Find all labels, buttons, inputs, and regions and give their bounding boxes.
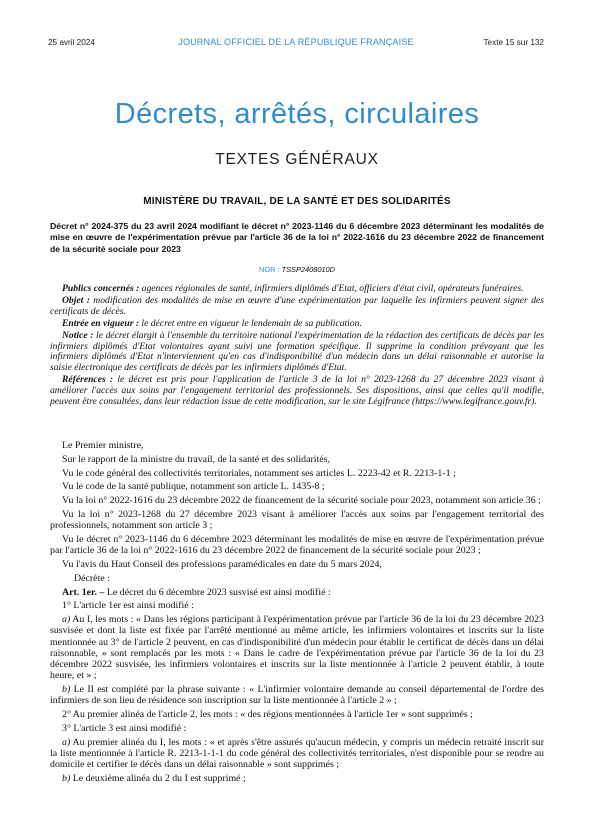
decree-title: Décret n° 2024-375 du 23 avril 2024 modifiant le décret n° 2023-1146 du 6 décembre 2023 déterminant les modalités de mise en œuvre de l'expérimentation prévue par l'article 36 de la loi n° 2022-1616 du 23 décembre 2022 de financement de la sécurité sociale pour 2023: [50, 221, 544, 254]
decree-body: [50, 440, 544, 787]
abstract-label: Références :: [62, 374, 114, 386]
abstract-text: le décret est pris pour l'application de l'article 3 de la loi n° 2023-1268 du 27 décembre 2023 visant à améliorer l'accès aux soins par l'engagement territorial des professionnels. Ses dispositions, ainsi que celles qu'il modifie, peuvent être consultées, dans leur rédaction issue de cette modification, sur le site Légifrance (https://www.legifrance.gouv.fr).: [50, 374, 544, 408]
body-paragraph: Vu la loi n° 2023-1268 du 27 décembre 2023 visant à améliorer l'accès aux soins par l'engagement territorial des professionnels, notamment son article 3 ;: [50, 508, 544, 532]
body-paragraph: [50, 737, 544, 771]
body-paragraph: Vu le code général des collectivités territoriales, notamment ses articles L. 2223-42 et R. 2213-1-1 ;: [62, 467, 456, 479]
body-paragraph: [50, 773, 544, 784]
body-paragraph: [50, 684, 544, 706]
body-paragraph: [50, 614, 544, 681]
body-paragraph: Vu la loi n° 2022-1616 du 23 décembre 2022 de financement de la sécurité sociale pour 2023, notamment son article 36 ;: [62, 495, 541, 507]
article-1: [50, 587, 544, 598]
abstract-label: Entrée en vigueur :: [62, 317, 140, 329]
article-label: Art. 1er. –: [62, 586, 105, 598]
body-paragraph: Vu le code de la santé publique, notamment son article L. 1435-8 ;: [62, 481, 325, 493]
nor-value: TSSP2408010D: [281, 265, 335, 274]
abstract-text: le décret élargit à l'ensemble du territoire national l'expérimentation de la rédaction des certificats de décès par les infirmiers diplômés d'Etat volontaires ayant suivi une formation spécifique. Il supprime la condition prévoyant que les infirmiers diplômés d'Etat n'interviennent qu'en cas d'indisponibilité d'un médecin dans un délai raisonnable et autorise la saisie électronique des certificats de décès par les infirmiers diplômés d'Etat.: [50, 329, 544, 374]
body-paragraph: Vu l'avis du Haut Conseil des professions paramédicales en date du 5 mars 2024,: [62, 558, 382, 570]
abstract-label: Notice :: [62, 329, 94, 341]
abstract-label: Publics concernés :: [62, 283, 140, 294]
item-text: Au premier alinéa du I, les mots : « et après s'être assurés qu'aucun médecin, y compris un médecin retraité inscrit sur la liste mentionnée à l'article R. 2213-1-1-1 du code général des collectivités territoriales, n'est disponible pour se rendre au domicile et certifier le décès dans un délai raisonnable » sont supprimés ;: [50, 736, 544, 770]
journal-title: JOURNAL OFFICIEL DE LA RÉPUBLIQUE FRANÇAISE: [178, 37, 414, 47]
publication-date: 25 avril 2024: [48, 38, 95, 47]
item-text: Le deuxième alinéa du 2 du I est supprimé ;: [70, 772, 246, 784]
body-paragraph: Le Premier ministre,: [62, 440, 144, 451]
item-marker: b): [62, 772, 71, 784]
decree-abstract: [50, 284, 544, 409]
abstract-text: modification des modalités de mise en œuvre d'une expérimentation par laquelle les infirmiers peuvent signer des certificats de décès.: [50, 294, 544, 317]
abstract-text: le décret entre en vigueur le lendemain de sa publication.: [139, 317, 362, 329]
decrete-heading: Décrète :: [74, 572, 110, 584]
abstract-references: [50, 375, 544, 408]
section-title: TEXTES GÉNÉRAUX: [215, 151, 379, 168]
item-text: Le II est complété par la phrase suivante : « L'infirmier volontaire demande au conseil départemental de l'ordre des infirmiers de son lieu de résidence son inscription sur la liste mentionnée à l'article 2 » ;: [50, 683, 544, 707]
item-marker: a): [62, 736, 71, 748]
body-paragraph: 1° L'article 1er est ainsi modifié :: [62, 600, 194, 612]
item-marker: b): [62, 683, 71, 695]
abstract-publics: [50, 284, 544, 295]
page-number: Texte 15 sur 132: [483, 38, 544, 47]
body-paragraph: 3° L'article 3 est ainsi modifié :: [62, 722, 187, 734]
abstract-entree: [50, 319, 544, 330]
body-paragraph: Sur le rapport de la ministre du travail, de la santé et des solidarités,: [62, 453, 330, 465]
item-text: Au I, les mots : « Dans les régions participant à l'expérimentation prévue par l'article 36 de la loi du 23 décembre 2023 susvisée et dont la liste est fixée par l'arrêté mentionné au même article, les infirmiers volontaires et inscrits sur la liste mentionnée au 3° de l'article 2 peuvent, en cas d'indisponibilité d'un médecin pour établir le certificat de décès dans un délai raisonnable, » sont remplacés par les mots : « Dans le cadre de l'expérimentation prévue par l'article 36 de la loi du 23 décembre 2022 susvisée, les infirmiers volontaires et inscrits sur la liste mentionnée à l'article 2 peuvent établir, à toute heure, et » ;: [50, 614, 544, 682]
article-text: Le décret du 6 décembre 2023 susvisé est ainsi modifié :: [104, 586, 331, 598]
abstract-label: Objet :: [62, 294, 90, 306]
nor-reference: [0, 265, 594, 274]
abstract-objet: [50, 296, 544, 318]
page-header: [48, 38, 544, 52]
body-paragraph: 2° Au premier alinéa de l'article 2, les mots : « des régions mentionnées à l'article 1er » sont supprimés ;: [62, 708, 473, 720]
body-paragraph: Vu le décret n° 2023-1146 du 6 décembre 2023 déterminant les modalités de mise en œuvre de l'expérimentation prévue par l'article 36 de la loi n° 2022-1616 du 23 décembre 2022 de financement de la sécurité sociale pour 2023 ;: [50, 533, 544, 557]
item-marker: a): [62, 614, 71, 626]
abstract-notice: [50, 331, 544, 375]
main-title: Décrets, arrêtés, circulaires: [114, 98, 480, 130]
nor-label: NOR :: [258, 265, 282, 274]
ministry-title: MINISTÈRE DU TRAVAIL, DE LA SANTÉ ET DES SOLIDARITÉS: [143, 196, 451, 207]
abstract-text: agences régionales de santé, infirmiers diplômés d'Etat, officiers d'état civil, opérateurs funéraires.: [139, 283, 524, 294]
